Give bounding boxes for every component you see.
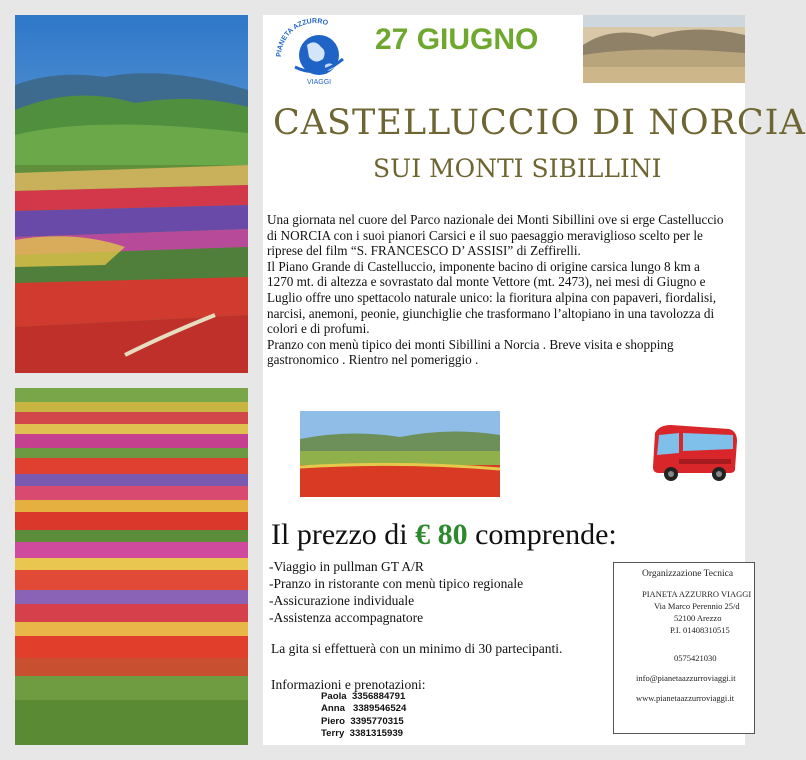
organizer-name: PIANETA AZZURRO VIAGGI <box>642 589 752 599</box>
description-line: 1270 mt. di altezza e sovrastato dal monte Vettore (mt. 2473), nei mesi di Giugno e <box>267 274 706 290</box>
contact-row: Terry 3381315939 <box>321 727 403 739</box>
event-subtitle: SUI MONTI SIBILLINI <box>373 154 662 183</box>
organizer-website: www.pianetaazzurroviaggi.it <box>636 693 735 703</box>
description-line: narcisi, anemoni, peonie, giunchiglie che trasformano l’altopiano in una tavolozza di <box>267 305 715 321</box>
organizer-email: info@pianetaazzurroviaggi.it <box>636 673 736 683</box>
included-item: -Assistenza accompagnatore <box>269 610 424 625</box>
photo-flower-stripes <box>15 388 248 745</box>
included-item: -Assicurazione individuale <box>269 593 415 608</box>
contact-list <box>321 691 406 740</box>
logo-sub-text: VIAGGI <box>307 79 332 86</box>
contact-row: Paola 3356884791 <box>321 691 406 702</box>
price-amount: € 80 <box>415 518 468 551</box>
pianeta-azzurro-logo <box>269 17 357 93</box>
event-title: CASTELLUCCIO DI NORCIA <box>273 103 806 143</box>
info-label: Informazioni e prenotazioni: <box>271 677 426 692</box>
included-services <box>269 558 523 626</box>
photo-flowering-hills <box>15 15 248 373</box>
organizer-heading: Organizzazione Tecnica <box>642 569 734 579</box>
price-headline <box>271 518 617 552</box>
included-item: -Viaggio in pullman GT A/R <box>269 559 424 574</box>
contact-row: Piero 3395770315 <box>321 715 404 727</box>
photo-poppy-meadow <box>300 411 500 497</box>
event-description <box>267 212 723 368</box>
included-item: -Pranzo in ristorante con menù tipico regionale <box>269 576 524 591</box>
description-line: Pranzo con menù tipico dei monti Sibillini a Norcia . Breve visita e shopping <box>267 336 674 352</box>
description-line: Il Piano Grande di Castelluccio, imponente bacino di origine carsica lungo 8 km a <box>267 258 700 274</box>
organizer-box <box>613 562 755 734</box>
organizer-vat: P.I. 01408310515 <box>670 625 730 635</box>
svg-text:PIANETA AZZURRO: PIANETA AZZURRO <box>275 17 329 58</box>
bus-icon <box>649 419 739 485</box>
price-prefix: Il prezzo di <box>271 518 408 551</box>
event-date: 27 GIUGNO <box>375 23 539 56</box>
description-line: colori e di profumi. <box>267 321 370 337</box>
event-poster <box>263 15 806 745</box>
organizer-phone: 0575421030 <box>674 653 717 663</box>
minimum-participants-note: La gita si effettuerà con un minimo di 30 partecipanti. <box>271 641 563 656</box>
description-line: Una giornata nel cuore del Parco nazionale dei Monti Sibillini ove si erge Castelluccio <box>267 212 724 227</box>
photo-mountain-plain <box>583 15 745 83</box>
organizer-address: Via Marco Perennio 25/d <box>654 601 740 611</box>
description-line: gastronomico . Rientro nel pomeriggio . <box>267 352 479 368</box>
organizer-city: 52100 Arezzo <box>674 613 722 623</box>
description-line: di NORCIA con i suoi pianori Carsici e il suo paesaggio meraviglioso scelto per le <box>267 227 703 243</box>
description-line: Luglio offre uno spettacolo naturale unico: la fioritura alpina con papaveri, fiordalisi, <box>267 289 717 305</box>
contact-row: Anna 3389546524 <box>321 703 407 715</box>
price-suffix: comprende: <box>475 518 617 551</box>
description-line: riprese del film “S. FRANCESCO D’ ASSISI” di Zeffirelli. <box>267 243 581 259</box>
